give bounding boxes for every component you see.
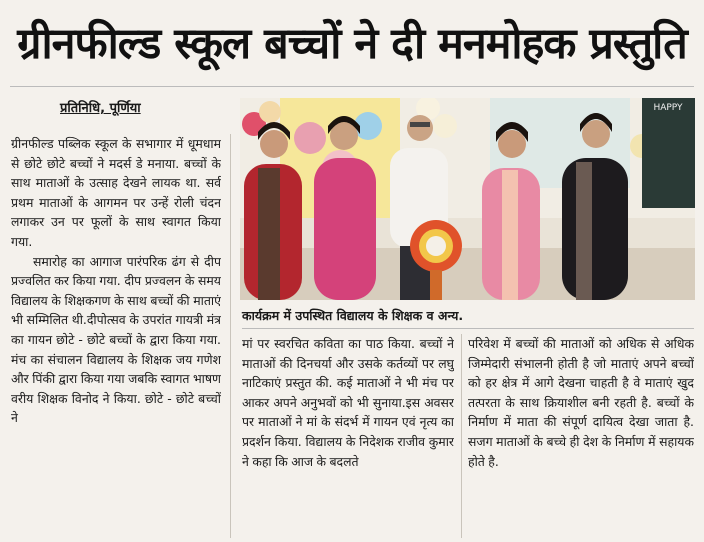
- column1-paragraph-2: समारोह का आगाज पारंपरिक ढंग से दीप प्रज्वलित कर किया गया. दीप प्रज्वलन के समय विद्यालय के शिक्षकगण के साथ बच्चों की माताएं भी सम्मिलित थी.दीपोत्सव के उपरांत गायत्री मंत्र का गायन छोटे - छोटे बच्चों के द्वारा किया गया. मंच का संचालन विद्यालय के शिक्षक जय गणेश और पिंकी द्वारा किया गया जबकि स्वागत भाषण वरीय शिक्षक विनोद ने किया. छोटे - छोटे बच्चों ने: [11, 253, 221, 426]
- column3-paragraph-1: परिवेश में बच्चों की माताओं को अधिक से अधिक जिम्मेदारी संभालनी होती है जो माताएं अपने बच्चों को हर क्षेत्र में आगे देखना चाहती है वे माताएं खुद तत्परता के साथ क्रियाशील बनी रहती है. बच्चों के निर्माण में माता की संपूर्ण दायित्व देखा जाता है. सजग माताओं के बच्चे ही देश के निर्माण में सहायक होते है.: [468, 336, 694, 469]
- article-column-2: [242, 334, 454, 538]
- byline: प्रतिनिधि, पूर्णिया: [60, 101, 141, 116]
- headline-rule: [10, 86, 694, 87]
- article-column-3: [468, 334, 694, 538]
- column-divider: [230, 134, 231, 538]
- column2-paragraph-1: मां पर स्वरचित कविता का पाठ किया. बच्चों ने माताओं की दिनचर्या और उसके कर्तव्यों पर लघु नाटिकाएं प्रस्तुत की. कई माताओं ने भी मंच पर आकर अपने अनुभवों को भी सुनाया.इस अवसर पर माताओं ने मां के संदर्भ में गायन एवं नृत्य का प्रदर्शन किया. विद्यालय के निदेशक राजीव कुमार ने कहा कि आज के बदलते: [242, 336, 454, 469]
- photo-caption: कार्यक्रम में उपस्थित विद्यालय के शिक्षक व अन्य.: [242, 308, 464, 323]
- column-divider: [461, 334, 462, 538]
- event-photo-illustration: [240, 98, 695, 300]
- column1-paragraph-1: ग्रीनफील्ड पब्लिक स्कूल के सभागार में धूमधाम से छोटे छोटे बच्चों ने मदर्स डे मनाया. बच्चों के साथ माताओं के उत्साह देखने लायक था. सर्व प्रथम माताओं के आगमन पर उन्हें रोली चंदन लगाकर उन पर फूलों के साथ स्वागत किया गया.: [11, 136, 221, 249]
- photo-sign-text: HAPPY: [653, 103, 683, 113]
- event-photo: [240, 98, 695, 300]
- article-column-1: [11, 134, 221, 538]
- headline: ग्रीनफील्ड स्कूल बच्चों ने दी मनमोहक प्रस्तुति: [17, 19, 687, 69]
- caption-rule: [242, 328, 694, 329]
